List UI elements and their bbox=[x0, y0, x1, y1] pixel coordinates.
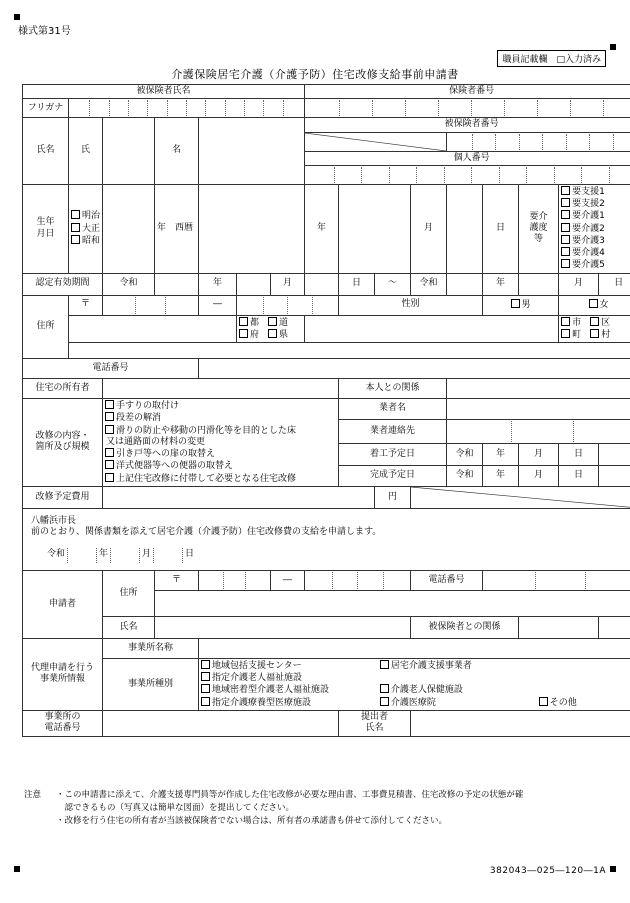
checkbox-handrail[interactable] bbox=[105, 400, 114, 409]
cert-year2-input[interactable] bbox=[447, 273, 483, 295]
postal-mark: 〒 bbox=[69, 295, 103, 315]
start-date-input[interactable] bbox=[599, 444, 630, 465]
cert-day1-input[interactable] bbox=[305, 273, 339, 295]
city-options[interactable]: 市 区 町 村 bbox=[559, 315, 630, 343]
checkbox-female[interactable] bbox=[589, 299, 598, 308]
birth-month-unit: 月 bbox=[411, 184, 447, 273]
birth-era-year-input[interactable] bbox=[103, 184, 155, 273]
checkbox-floor[interactable] bbox=[105, 425, 114, 434]
birth-day-unit: 日 bbox=[483, 184, 519, 273]
birth-day-input[interactable] bbox=[447, 184, 483, 273]
insured-number-header: 被保険者番号 bbox=[305, 118, 630, 132]
footer-code: 382043―025―120―1A bbox=[489, 866, 606, 876]
cost-unit: 円 bbox=[375, 486, 411, 508]
staff-entry-box: 職員記載欄 □入力済み bbox=[497, 50, 606, 67]
applicant-address-label: 住所 bbox=[103, 570, 155, 616]
applicant-name-label: 氏名 bbox=[103, 616, 155, 638]
gender-female-option[interactable]: 女 bbox=[559, 295, 630, 315]
postal-hyphen: ― bbox=[199, 295, 237, 315]
finish-date-label: 完成予定日 bbox=[339, 465, 447, 486]
checkbox-taisho[interactable] bbox=[71, 223, 80, 232]
phone-input[interactable] bbox=[199, 359, 630, 379]
cert-day2-cell[interactable]: 日 bbox=[599, 273, 630, 295]
certification-period-label: 認定有効期間 bbox=[23, 273, 103, 295]
applicant-phone-input[interactable] bbox=[483, 570, 630, 590]
gender-label: 性別 bbox=[339, 295, 483, 315]
birth-month-input[interactable] bbox=[339, 184, 411, 273]
checkbox-related[interactable] bbox=[105, 473, 114, 482]
insured-name-header: 被保険者氏名 bbox=[23, 85, 305, 99]
checkbox-other[interactable] bbox=[539, 697, 548, 706]
start-month-unit: 月 bbox=[519, 444, 559, 465]
crop-mark-bottom-left bbox=[14, 866, 20, 872]
furigana-label: フリガナ bbox=[23, 99, 69, 118]
care-level-label: 要介 護度 等 bbox=[519, 184, 559, 273]
checkbox-cho[interactable] bbox=[561, 329, 570, 338]
address-pref-input[interactable] bbox=[69, 315, 237, 343]
checkbox-do[interactable] bbox=[268, 317, 277, 326]
checkbox-male[interactable] bbox=[511, 299, 520, 308]
notice-line-2: 認できるもの（写真又は簡単な図面）を提出してください。 bbox=[56, 802, 295, 813]
surname-label: 氏 bbox=[69, 118, 103, 185]
checkbox-shien1[interactable] bbox=[561, 186, 570, 195]
agent-office-type-options[interactable]: 地域包括支援センター 居宅介護支援事業者 指定介護老人福祉施設 地域密着型介護老人福祉施設 介護老人保健施設 指定介護療養型医療施設 介護医療院 その他 bbox=[199, 658, 630, 710]
cert-year2-unit: 年 bbox=[483, 273, 519, 295]
application-form-table bbox=[22, 84, 630, 737]
birth-year-unit2: 年 bbox=[305, 184, 339, 273]
start-year-unit: 年 bbox=[483, 444, 519, 465]
notice-line-3: ・改修を行う住宅の所有者が当該被保険者でない場合は、所有者の承諾書も併せて添付してください。 bbox=[56, 815, 448, 826]
start-day-unit: 日 bbox=[559, 444, 599, 465]
cert-month2-unit: 月 bbox=[559, 273, 599, 295]
submit-year-input[interactable] bbox=[67, 548, 97, 563]
checkbox-step[interactable] bbox=[105, 412, 114, 421]
insured-number-diagonal bbox=[305, 132, 447, 151]
house-owner-label: 住宅の所有者 bbox=[23, 379, 103, 399]
renovation-items[interactable]: 手すりの取付け 段差の解消 滑りの防止や移動の円滑化等を目的とした床 又は通路面の材料の変更 引き戸等への扉の取替え 洋式便器等への便器の取替え 上記住宅改修に付帯して必要となる住宅改修 bbox=[103, 399, 339, 487]
agent-office-phone-label: 事業所の 電話番号 bbox=[23, 710, 103, 736]
gender-male-option[interactable]: 男 bbox=[483, 295, 559, 315]
birth-era-options[interactable]: 明治 大正 昭和 bbox=[69, 184, 103, 273]
checkbox-care-management[interactable] bbox=[380, 660, 389, 669]
submit-month-unit: 月 bbox=[142, 549, 152, 560]
submit-day-input[interactable] bbox=[153, 548, 183, 563]
surname-input[interactable] bbox=[103, 118, 155, 185]
birth-year-unit: 年 西暦 bbox=[155, 184, 199, 273]
checkbox-kaigo1[interactable] bbox=[561, 210, 570, 219]
contractor-input[interactable] bbox=[447, 399, 630, 420]
applicant-relation-input[interactable] bbox=[519, 616, 599, 638]
checkbox-to[interactable] bbox=[239, 317, 248, 326]
checkbox-kaigo5[interactable] bbox=[561, 259, 570, 268]
mayor-line: 八幡浜市長 bbox=[31, 516, 77, 526]
cost-input[interactable] bbox=[103, 486, 375, 508]
checkbox-kaigo4[interactable] bbox=[561, 247, 570, 256]
agent-label: 代理申請を行う 事業所情報 bbox=[23, 638, 103, 710]
cert-era1: 令和 bbox=[103, 273, 155, 295]
checkbox-ken[interactable] bbox=[268, 329, 277, 338]
postal-code-first[interactable] bbox=[103, 295, 199, 315]
name-label: 氏名 bbox=[23, 118, 69, 185]
pref-options[interactable]: 都 道 府 県 bbox=[237, 315, 305, 343]
checkbox-shi[interactable] bbox=[561, 317, 570, 326]
owner-relation-label: 本人との関係 bbox=[339, 379, 447, 399]
submit-month-input[interactable] bbox=[110, 548, 140, 563]
birth-western-year-input[interactable] bbox=[199, 184, 305, 273]
crop-mark-bottom-right bbox=[610, 866, 616, 872]
agent-office-name-label: 事業所名称 bbox=[103, 638, 199, 658]
renovation-label: 改修の内容・ 箇所及び規模 bbox=[23, 399, 103, 487]
contractor-contact-label: 業者連絡先 bbox=[339, 420, 447, 444]
finish-year-unit: 年 bbox=[483, 465, 519, 486]
givenname-input[interactable] bbox=[199, 118, 305, 185]
insured-number-input[interactable] bbox=[447, 132, 630, 151]
checkbox-comprehensive-center[interactable] bbox=[201, 660, 210, 669]
applicant-postal-hyphen: ― bbox=[271, 570, 305, 590]
givenname-label: 名 bbox=[155, 118, 199, 185]
cost-label: 改修予定費用 bbox=[23, 486, 103, 508]
checkbox-shien2[interactable] bbox=[561, 198, 570, 207]
contractor-contact-input[interactable] bbox=[447, 420, 630, 444]
cert-era2: 令和 bbox=[411, 273, 447, 295]
address-label: 住所 bbox=[23, 295, 69, 359]
submitter-name-label: 提出者 氏名 bbox=[339, 710, 411, 736]
applicant-address-input[interactable] bbox=[155, 590, 630, 616]
checkbox-kaigo2[interactable] bbox=[561, 223, 570, 232]
submit-day-unit: 日 bbox=[185, 549, 195, 560]
notice-label: 注意 bbox=[24, 790, 42, 800]
applicant-postal-second[interactable] bbox=[305, 570, 411, 590]
cert-month1-unit: 月 bbox=[271, 273, 305, 295]
checkbox-ku[interactable] bbox=[590, 317, 599, 326]
phone-label: 電話番号 bbox=[23, 359, 199, 379]
agent-office-type-label: 事業所種別 bbox=[103, 658, 199, 710]
applicant-relation-label: 被保険者との関係 bbox=[411, 616, 519, 638]
contractor-label: 業者名 bbox=[339, 399, 447, 420]
form-number: 様式第31号 bbox=[18, 26, 71, 37]
checkbox-welfare-facility[interactable] bbox=[201, 672, 210, 681]
checkbox-medical-facility[interactable] bbox=[201, 697, 210, 706]
cert-month2-input[interactable] bbox=[519, 273, 559, 295]
insurer-number-header: 保険者番号 bbox=[305, 85, 630, 99]
cert-year1-input[interactable] bbox=[155, 273, 199, 295]
birthdate-label: 生年 月日 bbox=[23, 184, 69, 273]
checkbox-health-facility[interactable] bbox=[380, 684, 389, 693]
submit-era: 令和 bbox=[47, 549, 66, 560]
checkbox-kaigo3[interactable] bbox=[561, 235, 570, 244]
checkbox-meiji[interactable] bbox=[71, 210, 80, 219]
checkbox-door[interactable] bbox=[105, 448, 114, 457]
notice-line-1: ・この申請書に添えて、介護支援専門員等が作成した住宅改修が必要な理由書、工事費見積書、住宅改修の予定の状態が確 bbox=[56, 790, 524, 800]
checkbox-showa[interactable] bbox=[71, 235, 80, 244]
furigana-input[interactable] bbox=[69, 99, 305, 118]
care-level-options[interactable]: 要支援1 要支援2 要介護1 要介護2 要介護3 要介護4 要介護5 bbox=[559, 184, 630, 273]
address-city-input[interactable] bbox=[305, 315, 559, 343]
applicant-postal-first[interactable] bbox=[199, 570, 271, 590]
personal-number-header: 個人番号 bbox=[305, 151, 630, 165]
application-statement-block bbox=[23, 508, 630, 570]
cert-year1-unit: 年 bbox=[199, 273, 237, 295]
submit-year-unit: 年 bbox=[99, 549, 109, 560]
agent-office-phone-input[interactable] bbox=[103, 710, 339, 736]
finish-date-input[interactable] bbox=[599, 465, 630, 486]
submitter-name-input[interactable] bbox=[411, 710, 630, 736]
checkbox-son[interactable] bbox=[590, 329, 599, 338]
insurer-number-input[interactable] bbox=[305, 99, 630, 118]
cost-diagonal bbox=[411, 486, 630, 508]
agent-office-name-input[interactable] bbox=[199, 638, 630, 658]
finish-day-unit: 日 bbox=[559, 465, 599, 486]
applicant-phone-label: 電話番号 bbox=[411, 570, 483, 590]
finish-month-unit: 月 bbox=[519, 465, 559, 486]
applicant-postal-mark: 〒 bbox=[155, 570, 199, 590]
checkbox-medical-clinic[interactable] bbox=[380, 697, 389, 706]
checkbox-community-welfare-facility[interactable] bbox=[201, 684, 210, 693]
statement-line: 前のとおり、関係書類を添えて居宅介護（介護予防）住宅改修費の支給を申請します。 bbox=[31, 527, 382, 538]
cert-day1-unit: 日 bbox=[339, 273, 375, 295]
cert-month1-input[interactable] bbox=[237, 273, 271, 295]
applicant-name-input[interactable] bbox=[155, 616, 411, 638]
checkbox-fu[interactable] bbox=[239, 329, 248, 338]
address-detail-input[interactable] bbox=[69, 343, 630, 359]
crop-mark-top-right bbox=[610, 44, 616, 50]
page-title: 介護保険居宅介護（介護予防）住宅改修支給事前申請書 bbox=[171, 68, 459, 81]
crop-mark-top-left bbox=[14, 14, 20, 20]
cert-tilde: 〜 bbox=[375, 273, 411, 295]
house-owner-input[interactable] bbox=[103, 379, 339, 399]
applicant-label: 申請者 bbox=[23, 570, 103, 638]
notice-block bbox=[22, 789, 608, 827]
start-date-label: 着工予定日 bbox=[339, 444, 447, 465]
checkbox-toilet[interactable] bbox=[105, 460, 114, 469]
start-era: 令和 bbox=[447, 444, 483, 465]
personal-number-input[interactable] bbox=[305, 165, 630, 184]
postal-code-second[interactable] bbox=[237, 295, 339, 315]
finish-era: 令和 bbox=[447, 465, 483, 486]
owner-relation-input[interactable] bbox=[447, 379, 630, 399]
